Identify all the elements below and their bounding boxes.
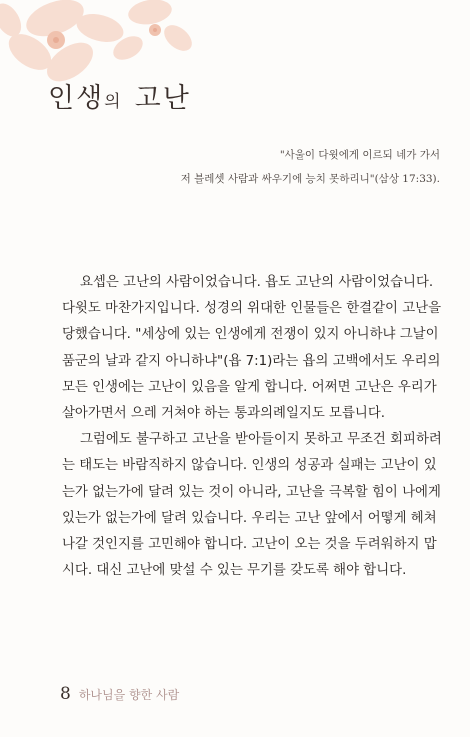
paragraph-line: 는 태도는 바람직하지 않습니다. 인생의 성공과 실패는 고난이 있 <box>62 458 437 474</box>
paragraph-line: 품군의 날과 같지 아니하냐"(욥 7:1)라는 욥의 고백에서도 우리의 <box>62 353 441 369</box>
page-number: 8 <box>60 684 71 704</box>
page-title-word-life: 인생 <box>48 83 105 114</box>
paragraph-line: 그럼에도 불구하고 고난을 받아들이지 못하고 무조건 회피하려 <box>80 432 442 448</box>
page-title <box>48 76 191 115</box>
paragraph-line: 나갈 것인지를 고민해야 합니다. 고난이 오는 것을 두려워하지 맙 <box>62 536 437 552</box>
paragraph-line: 있는가 없는가에 달려 있습니다. 우리는 고난 앞에서 어떻게 헤쳐 <box>62 510 437 526</box>
paragraph-line: 살아가면서 으레 거쳐야 하는 통과의례일지도 모릅니다. <box>62 405 386 421</box>
epigraph-quote <box>110 143 440 191</box>
paragraph-line: 는가 없는가에 달려 있는 것이 아니라, 고난을 극복할 힘이 나에게 <box>62 484 441 500</box>
paragraph-line: 다윗도 마찬가지입니다. 성경의 위대한 인물들은 한결같이 고난을 <box>62 301 442 317</box>
epigraph-line: 저 블레셋 사람과 싸우기에 능치 못하리니"(삼상 17:33). <box>180 173 440 185</box>
epigraph-line: "사울이 다윗에게 이르되 네가 가서 <box>279 149 440 161</box>
paragraph-line: 당했습니다. "세상에 있는 인생에게 전쟁이 있지 아니하냐 그날이 <box>62 327 439 343</box>
page-footer <box>60 684 179 704</box>
book-title: 하나님을 향한 사람 <box>78 688 180 702</box>
page-title-word-suffering: 고난 <box>134 83 191 114</box>
page-title-particle: 의 <box>104 92 123 112</box>
body-text <box>62 270 442 584</box>
paragraph-line: 모든 인생에는 고난이 있음을 알게 합니다. 어쩌면 고난은 우리가 <box>62 379 437 395</box>
paragraph-line: 요셉은 고난의 사람이었습니다. 욥도 고난의 사람이었습니다. <box>80 275 434 290</box>
paragraph-line: 시다. 대신 고난에 맞설 수 있는 무기를 갖도록 해야 합니다. <box>62 563 407 579</box>
